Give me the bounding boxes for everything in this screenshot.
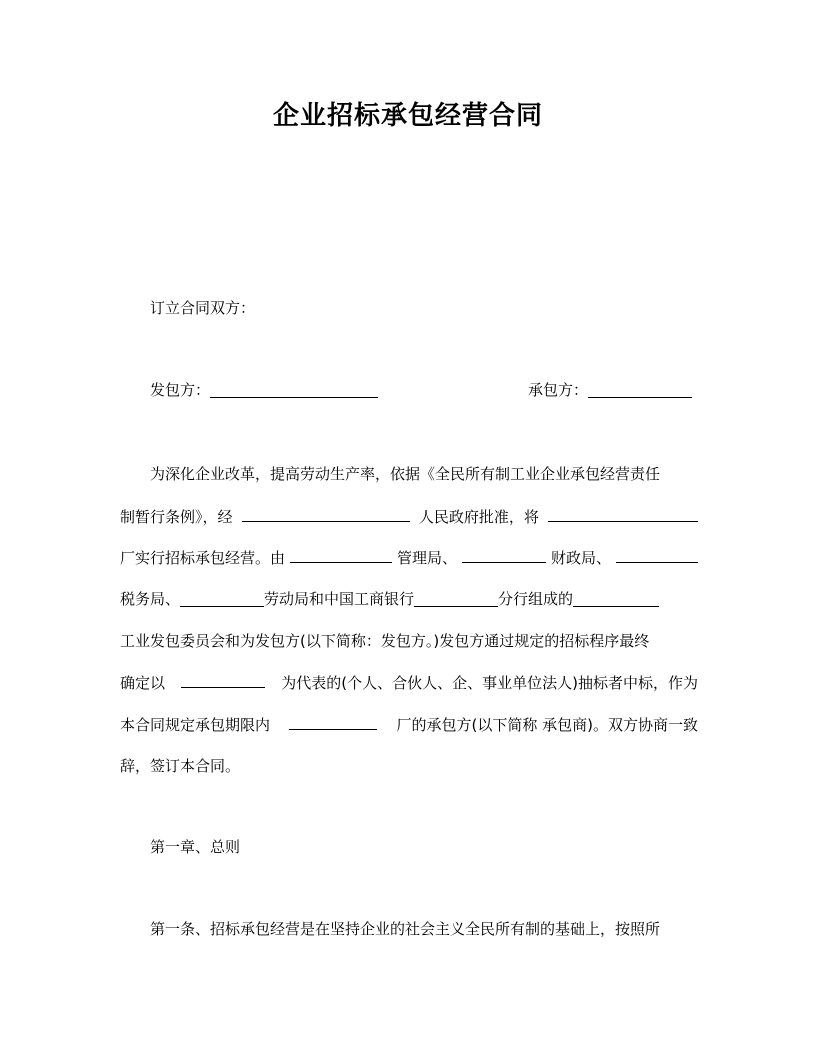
document-title: 企业招标承包经营合同 bbox=[272, 101, 543, 131]
labour-bureau-blank bbox=[180, 590, 264, 607]
party-b-label: 承包方： bbox=[528, 381, 589, 399]
intro-line-3: 厂实行招标承包经营。由 管理局、 财政局、 bbox=[120, 546, 698, 569]
chapter-1-heading: 第一章、总则 bbox=[150, 838, 241, 856]
administration-bureau-blank bbox=[290, 546, 392, 563]
factory-name-blank bbox=[548, 505, 698, 522]
party-b-line bbox=[528, 379, 692, 401]
intro-line-5: 工业发包委员会和为发包方(以下简称：发包方。)发包方通过规定的招标程序最终 bbox=[120, 632, 650, 650]
intro-line-6: 确定以 为代表的(个人、合伙人、企、事业单位法人)抽标者中标，作为 bbox=[120, 671, 698, 694]
tax-bureau-blank bbox=[616, 546, 698, 563]
intro-line-1: 为深化企业改革，提高劳动生产率，依据《全民所有制工业企业承包经营责任 bbox=[150, 465, 661, 483]
intro-line-2: 制暂行条例》，经 人民政府批准，将 bbox=[120, 505, 698, 528]
party-a-blank bbox=[210, 381, 378, 398]
contracted-factory-blank bbox=[289, 713, 377, 730]
approving-government-blank bbox=[242, 505, 410, 522]
icbc-branch-blank bbox=[414, 590, 498, 607]
article-1-line-1: 第一条、招标承包经营是在坚持企业的社会主义全民所有制的基础上，按照所 bbox=[150, 920, 661, 938]
representative-blank bbox=[181, 671, 265, 688]
parties-heading: 订立合同双方： bbox=[150, 299, 256, 317]
intro-line-8: 辞，签订本合同。 bbox=[120, 757, 241, 775]
party-b-blank bbox=[588, 381, 692, 398]
finance-bureau-blank bbox=[462, 546, 546, 563]
intro-line-7: 本合同规定承包期限内 厂的承包方(以下简称 承包商)。双方协商一致 bbox=[120, 713, 698, 736]
intro-line-4: 税务局、 劳动局和中国工商银行 分行组成的 bbox=[120, 588, 690, 610]
party-a-label: 发包方： bbox=[150, 381, 211, 399]
committee-blank bbox=[573, 590, 659, 607]
